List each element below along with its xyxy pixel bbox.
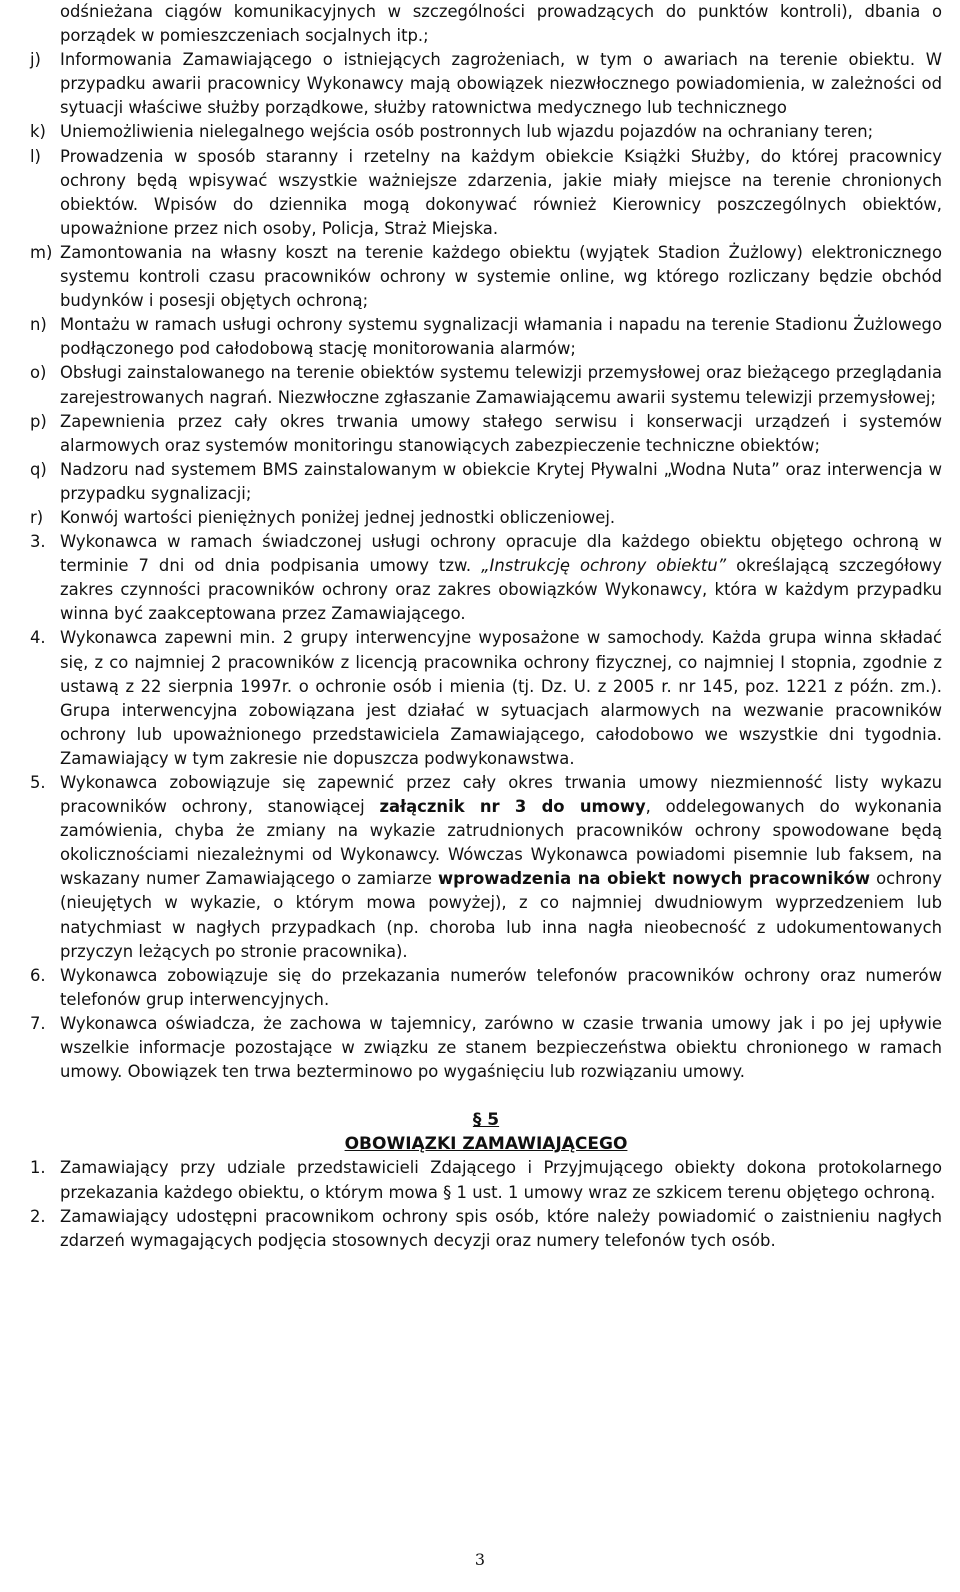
paragraph-text: , oddelegowanych do wykonania zamówienia, chyba że zmiany na wykazie zatrudnionych pracowników ochrony spowodowane będą okolicznościami niezależnymi od Wykonawcy. Wówczas Wykonawca powiadomi pisemnie lub faksem, na wskazany numer Zamawiającego o zamiarze <box>60 797 943 889</box>
continued-text: odśnieżana ciągów komunikacyjnych w szczególności prowadzących do punktów kontroli), dbania o porządek w pomieszczeniach socjalnych itp.; <box>60 2 942 46</box>
section-title: OBOWIĄZKI ZAMAWIAJĄCEGO <box>344 1134 628 1155</box>
paragraph-italic: „Instrukcję ochrony obiektu” <box>481 556 727 576</box>
paragraph-5 <box>30 771 942 964</box>
paragraph-text: Wykonawca zobowiązuje się zapewnić przez cały okres trwania umowy niezmienność listy wykazu pracowników ochrony, stanowiącej <box>60 773 942 817</box>
document-page <box>30 0 942 1253</box>
item-label: o) <box>30 363 47 383</box>
item-label: n) <box>30 315 47 335</box>
paragraph-text: Zamawiający przy udziale przedstawicieli Zdającego i Przyjmującego obiekty dokona protokolarnego przekazania każdego obiektu, o którym mowa § 1 ust. 1 umowy wraz ze szkicem terenu objętego ochroną. <box>60 1158 942 1202</box>
list-item-k <box>30 120 942 144</box>
item-text: Zapewnienia przez cały okres trwania umowy stałego serwisu i konserwacji urządzeń i systemów alarmowych oraz systemów monitoringu stanowiących zabezpieczenie techniczne obiektów; <box>60 411 942 455</box>
list-item-p <box>30 410 942 458</box>
paragraph-bold: wprowadzenia na obiekt nowych pracowników <box>438 869 870 889</box>
item-text: Uniemożliwienia nielegalnego wejścia osób postronnych lub wjazdu pojazdów na ochraniany teren; <box>60 122 874 142</box>
paragraph-text: ochrony (nieujętych w wykazie, o którym mowa powyżej), z co najmniej dwudniowym wyprzedzeniem lub natychmiast w nagłych przypadkach (np. choroba lub inna nagła nieobecność z udokumentowanych przyczyn leżących po stronie pracownika). <box>60 869 942 961</box>
paragraph-number: 2. <box>30 1206 46 1226</box>
paragraph-6 <box>30 964 942 1012</box>
paragraph-number: 6. <box>30 965 46 985</box>
list-item-n <box>30 313 942 361</box>
paragraph-number: 7. <box>30 1013 46 1033</box>
item-text: Zamontowania na własny koszt na terenie każdego obiektu (wyjątek Stadion Żużlowy) elektronicznego systemu kontroli czasu pracowników ochrony w systemie online, wg którego rozliczany będzie obchód budynków i posesji objętych ochroną; <box>60 242 942 311</box>
paragraph-3 <box>30 530 942 626</box>
section-symbol: § 5 <box>472 1110 500 1131</box>
item-text: Informowania Zamawiającego o istniejących zagrożeniach, w tym o awariach na terenie obiektu. W przypadku awarii pracownicy Wykonawcy mają obowiązek niezwłocznego powiadomienia, w zależności od sytuacji właściwe służby porządkowe, służby ratownictwa medycznego lub technicznego <box>60 50 942 118</box>
paragraph-text: Wykonawca zapewni min. 2 grupy interwencyjne wyposażone w samochody. Każda grupa winna składać się, z co najmniej 2 pracowników z licencją pracownika ochrony fizycznej, co najmniej I stopnia, zgodnie z ustawą z 22 sierpnia 1997r. o ochronie osób i mienia (tj. Dz. U. z 2005 r. nr 145, poz. 1221 z późn. zm.). Grupa interwencyjna zobowiązana jest działać w sytuacjach alarmowych na wezwanie pracowników ochrony lub upoważnionego przedstawiciela Zamawiającego, całodobowo we wszystkie dni tygodnia. Zamawiający w tym zakresie nie dopuszcza podwykonawstwa. <box>60 628 942 768</box>
paragraph-7 <box>30 1012 942 1084</box>
paragraph-number: 4. <box>30 628 46 648</box>
paragraph-text: Wykonawca zobowiązuje się do przekazania numerów telefonów pracowników ochrony oraz numerów telefonów grup interwencyjnych. <box>60 965 942 1009</box>
item-text: Obsługi zainstalowanego na terenie obiektów systemu telewizji przemysłowej oraz bieżącego przeglądania zarejestrowanych nagrań. Niezwłoczne zgłaszanie Zamawiającemu awarii systemu telewizji przemysłowej; <box>60 363 942 407</box>
list-item-m <box>30 241 942 313</box>
list-item-l <box>30 145 942 241</box>
item-label: r) <box>30 507 44 527</box>
paragraph-number: 3. <box>30 532 46 552</box>
paragraph-text: Wykonawca oświadcza, że zachowa w tajemnicy, zarówno w czasie trwania umowy jak i po jej upływie wszelkie informacje pozostające w związku ze stanem bezpieczeństwa obiektu chronionego w ramach umowy. Obowiązek ten trwa bezterminowo po wygaśnięciu lub rozwiązaniu umowy. <box>60 1013 942 1082</box>
paragraph-bold: załącznik nr 3 do umowy <box>379 797 646 817</box>
page-number: 3 <box>474 1550 486 1569</box>
paragraph-4 <box>30 626 942 771</box>
item-label: p) <box>30 411 47 431</box>
list-item-j <box>30 48 942 120</box>
list-item-q <box>30 458 942 506</box>
item-label: k) <box>30 122 46 142</box>
item-label: m) <box>30 242 53 262</box>
item-label: j) <box>30 50 41 70</box>
paragraph-number: 1. <box>30 1158 46 1178</box>
item-text: Konwój wartości pieniężnych poniżej jednej jednostki obliczeniowej. <box>60 507 616 527</box>
paragraph-text: Wykonawca w ramach świadczonej usługi ochrony opracuje dla każdego obiektu objętego ochroną w terminie 7 dni od dnia podpisania umowy tzw. <box>60 532 942 576</box>
item-text: Montażu w ramach usługi ochrony systemu sygnalizacji włamania i napadu na terenie Stadionu Żużlowego podłączonego pod całodobową stację monitorowania alarmów; <box>60 315 942 359</box>
list-item-o <box>30 361 942 409</box>
section-paragraph-2 <box>30 1205 942 1253</box>
paragraph-text: Zamawiający udostępni pracownikom ochrony spis osób, które należy powiadomić o zaistnieniu nagłych zdarzeń wymagających podjęcia stosownych decyzji oraz numery telefonów tych osób. <box>60 1206 942 1250</box>
item-text: Prowadzenia w sposób staranny i rzetelny na każdym obiekcie Książki Służby, do której pracownicy ochrony będą wpisywać wszystkie ważniejsze zdarzenia, jakie miały miejsce na terenie chronionych obiektów. Wpisów do dziennika mogą dokonywać również Kierownicy poszczególnych obiektów, upoważnione przez nich osoby, Policja, Straż Miejska. <box>60 146 942 238</box>
list-item-r <box>30 506 942 530</box>
paragraph-number: 5. <box>30 773 46 792</box>
paragraph-text: określającą szczegółowy zakres czynności pracowników ochrony oraz zakres obowiązków Wykonawcy, która w każdym przypadku winna być zaakceptowana przez Zamawiającego. <box>60 556 942 624</box>
section-paragraph-1 <box>30 1156 942 1204</box>
item-text: Nadzoru nad systemem BMS zainstalowanym w obiekcie Krytej Pływalni „Wodna Nuta” oraz interwencja w przypadku sygnalizacji; <box>60 459 942 503</box>
item-label: l) <box>30 146 41 166</box>
item-label: q) <box>30 459 47 479</box>
